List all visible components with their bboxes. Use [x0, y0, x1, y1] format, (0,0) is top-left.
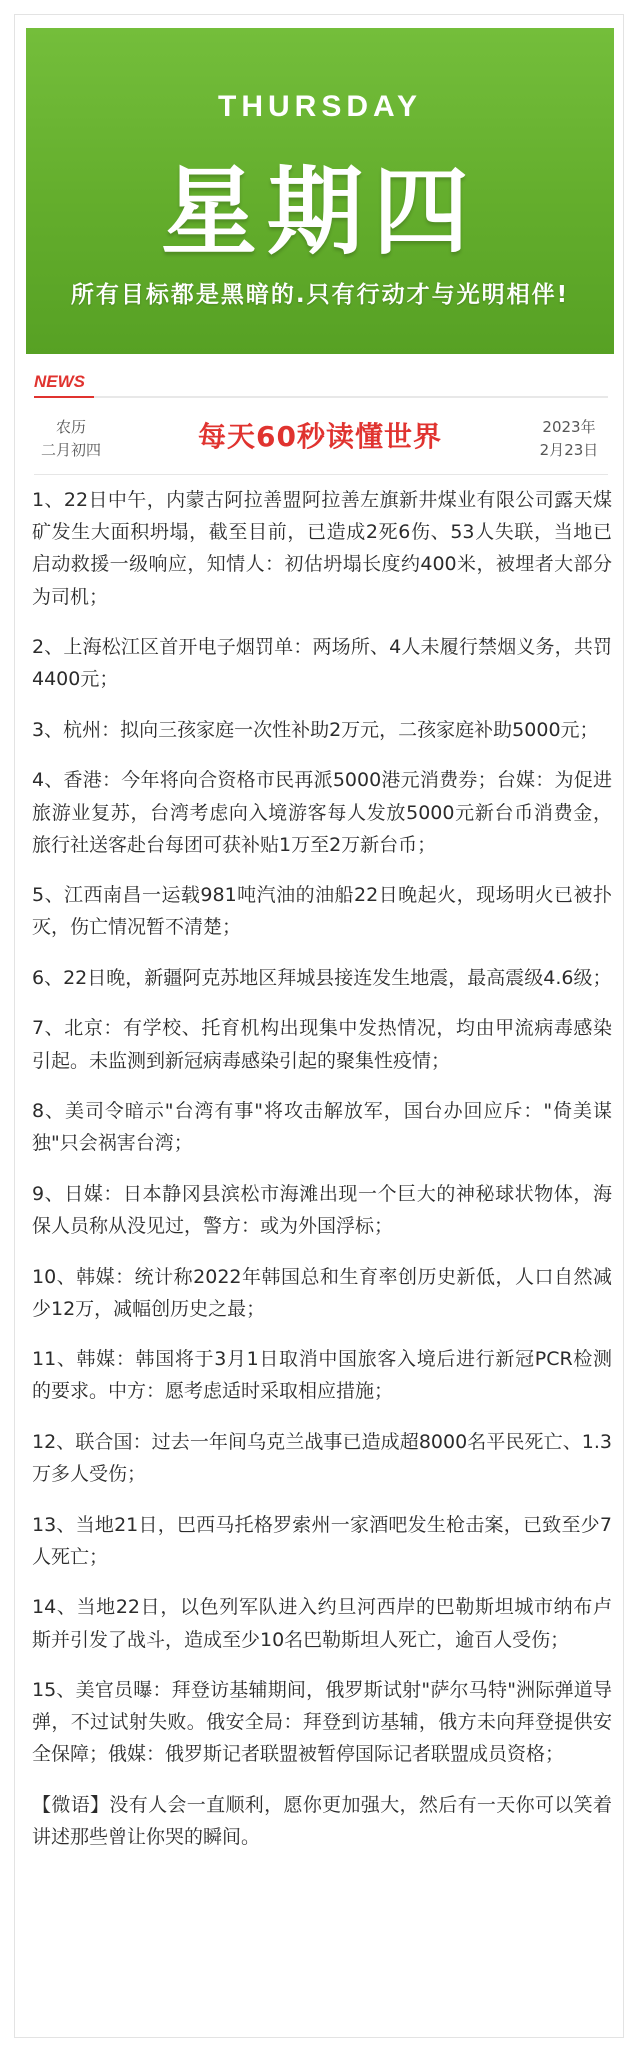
news-item: 7、北京：有学校、托育机构出现集中发热情况，均由甲流病毒感染引起。未监测到新冠病毒感染引起的聚集性疫情；: [32, 1017, 612, 1072]
news-item: 8、美司令暗示"台湾有事"将攻击解放军，国台办回应斥："倚美谋独"只会祸害台湾；: [32, 1100, 612, 1155]
page-title: 每天60秒读懂世界: [198, 420, 442, 453]
daily-quote: 【微语】没有人会一直顺利，愿你更加强大，然后有一天你可以笑着讲述那些曾让你哭的瞬间。: [32, 1793, 612, 1849]
news-item: 1、22日中午，内蒙古阿拉善盟阿拉善左旗新井煤业有限公司露天煤矿发生大面积坍塌，截至目前，已造成2死6伤、53人失联，当地已启动救援一级响应，知情人：初估坍塌长度约400米，被埋者大部分为司机；: [32, 489, 612, 608]
month-day: 2月23日: [539, 441, 599, 459]
section-divider: [34, 396, 608, 398]
weekday-chinese: 星期四: [161, 156, 479, 268]
news-item: 12、联合国：过去一年间乌克兰战事已造成超8000名平民死亡、1.3万多人受伤；: [32, 1430, 612, 1486]
section-divider-accent: [34, 396, 94, 398]
news-item: 10、韩媒：统计称2022年韩国总和生育率创历史新低，人口自然减少12万，减幅创历史之最；: [32, 1265, 612, 1320]
news-item: 6、22日晚，新疆阿克苏地区拜城县接连发生地震，最高震级4.6级；: [32, 966, 612, 989]
news-item: 2、上海松江区首开电子烟罚单：两场所、4人未履行禁烟义务，共罚4400元；: [32, 636, 612, 691]
weekday-english: THURSDAY: [218, 90, 422, 123]
news-item: 14、当地22日，以色列军队进入约旦河西岸的巴勒斯坦城市纳布卢斯并引发了战斗，造成至少10名巴勒斯坦人死亡，逾百人受伤；: [32, 1596, 612, 1651]
year: 2023年: [542, 418, 596, 436]
news-item: 5、江西南昌一运载981吨汽油的油船22日晚起火，现场明火已被扑灭，伤亡情况暂不清楚；: [32, 884, 612, 939]
lunar-date: [36, 416, 106, 462]
news-item: 3、杭州：拟向三孩家庭一次性补助2万元，二孩家庭补助5000元；: [32, 718, 599, 741]
motto: 所有目标都是黑暗的.只有行动才与光明相伴!: [70, 282, 570, 308]
lunar-label: 农历: [55, 418, 86, 436]
news-item: 11、韩媒：韩国将于3月1日取消中国旅客入境后进行新冠PCR检测的要求。中方：愿考虑适时采取相应措施；: [32, 1348, 612, 1403]
news-item: 9、日媒：日本静冈县滨松市海滩出现一个巨大的神秘球状物体，海保人员称从没见过，警方：或为外国浮标；: [32, 1182, 612, 1238]
news-item: 15、美官员曝：拜登访基辅期间，俄罗斯试射"萨尔马特"洲际弹道导弹，不过试射失败。俄安全局：拜登到访基辅，俄方未向拜登提供安全保障；俄媒：俄罗斯记者联盟被暂停国际记者联盟成员资格；: [32, 1679, 612, 1766]
header-divider: [34, 474, 608, 475]
lunar-day: 二月初四: [40, 441, 101, 459]
news-item: 13、当地21日，巴西马托格罗索州一家酒吧发生枪击案，已致至少7人死亡；: [32, 1513, 612, 1568]
news-list: [32, 484, 612, 1872]
weekday-banner: [26, 28, 614, 354]
gregorian-date: [534, 416, 604, 462]
news-item: 4、香港：今年将向合资格市民再派5000港元消费券；台媒：为促进旅游业复苏，台湾考虑向入境游客每人发放5000元新台币消费金，旅行社送客赴台每团可获补贴1万至2万新台币；: [32, 769, 612, 856]
news-section-label: NEWS: [34, 372, 85, 391]
